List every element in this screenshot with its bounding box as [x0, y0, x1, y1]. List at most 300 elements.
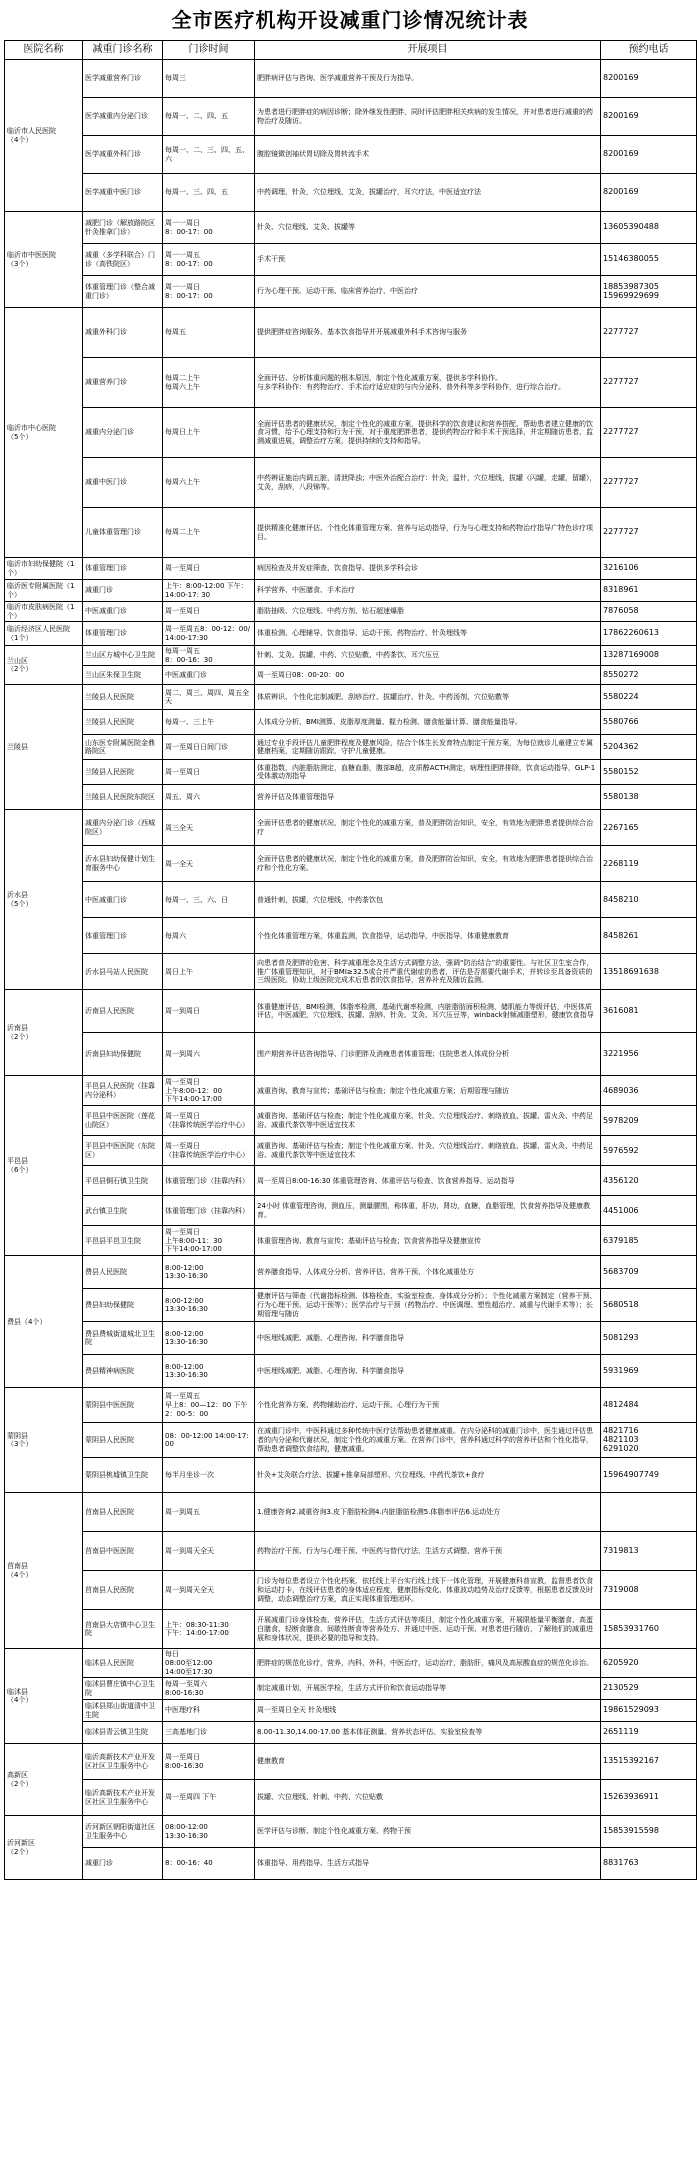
- table-row: [5, 918, 697, 954]
- table-header-row: [5, 41, 697, 60]
- clinic-time-cell: 周一至周日 上午8:00-12：00 下午14:00-17:00: [163, 1076, 255, 1106]
- clinic-items-cell: 人体成分分析、BMI测算、皮脂厚度测量、握力检测、膳食能量计算、膳食能量指导。: [255, 710, 601, 735]
- clinic-time-cell: 周一至周日: [163, 760, 255, 785]
- phone-cell: 5680518: [601, 1289, 697, 1322]
- clinic-items-cell: 全面评估患者的健康状况，制定个性化的减重方案，普及肥胖防治知识，安全，有效地为肥胖患者提供综合治疗和个性化方案。: [255, 846, 601, 882]
- clinic-items-cell: 健康评估与筛查（代谢指标检测、体格检查、实验室检查、身体成分分析）；个性化减重方案制定（营养干预、行为心理干预、运动干预等）；医学治疗与干预（药物治疗、中医调理、塑性超治疗、减重与代谢手术等）；长期管理与随访: [255, 1289, 601, 1322]
- clinic-items-cell: 体质辨识、个性化定制减肥、刮痧治疗、拔罐治疗、针灸、中药汤剂、穴位贴敷等: [255, 685, 601, 710]
- table-row: [5, 1571, 697, 1610]
- table-row: [5, 1289, 697, 1322]
- clinic-items-cell: 药物治疗干预、行为与心理干预、中医药与替代疗法、生活方式调整、营养干预: [255, 1532, 601, 1571]
- phone-cell: 4451006: [601, 1196, 697, 1226]
- clinic-time-cell: 体重管理门诊（挂靠内科）: [163, 1166, 255, 1196]
- hospital-name-cell: 临沂市人民医院 （4个）: [5, 60, 83, 212]
- phone-cell: 4812484: [601, 1388, 697, 1423]
- table-row: [5, 60, 697, 98]
- phone-cell: 17862260613: [601, 622, 697, 646]
- clinic-name-cell: 费县费城街道城北卫生院: [83, 1322, 163, 1355]
- phone-cell: 8200169: [601, 60, 697, 98]
- table-row: [5, 666, 697, 685]
- table-body: [5, 60, 697, 1880]
- table-row: [5, 1700, 697, 1722]
- clinic-time-cell: 周日上午: [163, 954, 255, 990]
- clinic-items-cell: 营养评估及体重管理指导: [255, 785, 601, 810]
- phone-cell: 5978209: [601, 1106, 697, 1136]
- clinic-name-cell: 临沭县曹庄镇中心卫生院: [83, 1678, 163, 1700]
- clinic-items-cell: 营养膳食指导、人体成分分析、营养评估、营养干预、个体化减重处方: [255, 1256, 601, 1289]
- clinic-name-cell: 沂南县人民医院: [83, 990, 163, 1033]
- table-row: [5, 710, 697, 735]
- phone-cell: 2277727: [601, 308, 697, 358]
- clinic-name-cell: 体重管理门诊: [83, 622, 163, 646]
- clinic-items-cell: 24小时 体重管理咨询，测血压，测量腰围，称体重，肝功，肾功，血糖，血脂管理，饮食营养指导及健康教育。: [255, 1196, 601, 1226]
- clinic-time-cell: 中医减重门诊: [163, 666, 255, 685]
- clinic-name-cell: 临沭县郑山街道清中卫生院: [83, 1700, 163, 1722]
- table-row: [5, 954, 697, 990]
- table-row: [5, 882, 697, 918]
- clinic-time-cell: 周一到周天全天: [163, 1532, 255, 1571]
- table-row: [5, 174, 697, 212]
- hospital-name-cell: 高新区 （2个）: [5, 1744, 83, 1816]
- phone-cell: 2130529: [601, 1678, 697, 1700]
- clinic-time-cell: 周一一周日 8：00-17：00: [163, 212, 255, 244]
- phone-cell: 4689036: [601, 1076, 697, 1106]
- table-row: [5, 98, 697, 136]
- clinic-time-cell: 8:00-12:00 13:30-16:30: [163, 1355, 255, 1388]
- phone-cell: 3221956: [601, 1033, 697, 1076]
- table-row: [5, 1848, 697, 1880]
- clinic-items-cell: 中医埋线减肥、减脂、心理咨询、科学膳食指导: [255, 1355, 601, 1388]
- clinic-time-cell: 周一至周日 上午8:00-11：30 下午14:00-17:00: [163, 1226, 255, 1256]
- phone-cell: 5580224: [601, 685, 697, 710]
- phone-cell: 4356120: [601, 1166, 697, 1196]
- phone-cell: 15263936911: [601, 1780, 697, 1816]
- clinic-time-cell: 周一至周日 8:00-16:30: [163, 1744, 255, 1780]
- table-row: [5, 1493, 697, 1532]
- hospital-name-cell: 临沂市皮肤病医院（1个）: [5, 602, 83, 622]
- table-row: [5, 308, 697, 358]
- clinic-items-cell: 行为心理干预、运动干预、临床营养治疗、中医治疗: [255, 276, 601, 308]
- hospital-name-cell: 费县（4个）: [5, 1256, 83, 1388]
- clinic-items-cell: 拔罐、穴位埋线、针刺、中药、穴位贴敷: [255, 1780, 601, 1816]
- clinic-time-cell: 周一一周日 8：00-17：00: [163, 276, 255, 308]
- table-row: [5, 1722, 697, 1744]
- clinic-time-cell: 周一至周五 早上8：00—12：00 下午2：00-5：00: [163, 1388, 255, 1423]
- table-row: [5, 785, 697, 810]
- table-row: [5, 1532, 697, 1571]
- phone-cell: 13518691638: [601, 954, 697, 990]
- hospital-name-cell: 沂水县 （5个）: [5, 810, 83, 990]
- clinic-items-cell: 向患者普及肥胖的危害、科学减重理念及生活方式调整方法，强调“防治结合”的重要性。与社区卫生室合作，推广体重管理知识，对于BMI≥32.5或合并严重代谢症的患者，评估是否需要代谢手术，并转诊至具备资质的三级医院。协助上级医院完成术后患者的饮食指导，营养补充及随访监测。: [255, 954, 601, 990]
- clinic-name-cell: 兰山区朱保卫生院: [83, 666, 163, 685]
- clinic-time-cell: 周一至周日 （挂靠传统医学治疗中心）: [163, 1136, 255, 1166]
- clinic-items-cell: 为患者进行肥胖症的病因诊断；除外继发性肥胖，同时评估肥胖相关疾病的发生情况，并对患者进行减重的药物治疗及随访。: [255, 98, 601, 136]
- clinic-time-cell: 周三全天: [163, 810, 255, 846]
- clinic-name-cell: 莒南县中医医院: [83, 1532, 163, 1571]
- clinic-items-cell: 针灸+艾灸联合疗法、拔罐+推拿局部塑形、穴位埋线、中药代茶饮+食疗: [255, 1458, 601, 1493]
- table-row: [5, 1322, 697, 1355]
- clinic-name-cell: 减重内分泌门诊: [83, 408, 163, 458]
- phone-cell: 8200169: [601, 136, 697, 174]
- phone-cell: 8200169: [601, 98, 697, 136]
- hospital-name-cell: 临沂市中心医院 （5个）: [5, 308, 83, 558]
- clinic-name-cell: 费县人民医院: [83, 1256, 163, 1289]
- clinic-name-cell: 莒南县人民医院: [83, 1571, 163, 1610]
- clinic-time-cell: 每周六: [163, 918, 255, 954]
- hospital-name-cell: 莒南县 （4个）: [5, 1493, 83, 1649]
- clinic-time-cell: 三高基地门诊: [163, 1722, 255, 1744]
- clinic-name-cell: 平邑县铜石镇卫生院: [83, 1166, 163, 1196]
- table-row: [5, 1256, 697, 1289]
- phone-cell: 6205920: [601, 1649, 697, 1678]
- clinic-name-cell: 蒙阴县桃墟镇卫生院: [83, 1458, 163, 1493]
- clinic-time-cell: 上午：08:30-11:30 下午：14:00-17:00: [163, 1610, 255, 1649]
- clinic-time-cell: 每周一、三上午: [163, 710, 255, 735]
- phone-cell: 5931969: [601, 1355, 697, 1388]
- clinic-time-cell: 周一一周五 8：00-17：00: [163, 244, 255, 276]
- phone-cell: 5580152: [601, 760, 697, 785]
- phone-cell: 8200169: [601, 174, 697, 212]
- phone-cell: 2277727: [601, 508, 697, 558]
- clinic-time-cell: 周二、周三、周四、周五全天: [163, 685, 255, 710]
- clinic-items-cell: 个性化体重管理方案，体重监测，饮食指导，运动指导，中医指导，体重健康教育: [255, 918, 601, 954]
- clinic-items-cell: 体重指数，内脏脂肪测定，血糖血脂，腹部B超，皮质醇ACTH测定，病理性肥胖排除，饮食运动指导，GLP-1受体激动剂指导: [255, 760, 601, 785]
- hospital-name-cell: 沂南县 （2个）: [5, 990, 83, 1076]
- table-row: [5, 810, 697, 846]
- phone-cell: 3216106: [601, 558, 697, 580]
- clinic-items-cell: 通过专业手段评估儿童肥胖程度及健康风险，结合个体生长发育特点制定干预方案，为每位就诊儿童建立专属健康档案，定期随访跟踪，守护儿童健康。: [255, 735, 601, 760]
- table-row: [5, 760, 697, 785]
- clinic-name-cell: 体重管理门诊: [83, 558, 163, 580]
- table-row: [5, 735, 697, 760]
- clinic-time-cell: 每周五: [163, 308, 255, 358]
- clinic-time-cell: 每半月坐诊一次: [163, 1458, 255, 1493]
- table-row: [5, 1780, 697, 1816]
- clinic-time-cell: 周一全天: [163, 846, 255, 882]
- clinic-time-cell: 每周一、二、三、四、五、六: [163, 136, 255, 174]
- table-row: [5, 1136, 697, 1166]
- clinic-items-cell: 肥胖病评估与咨询、医学减重营养干预及行为指导。: [255, 60, 601, 98]
- clinic-name-cell: 沂河新区朝阳街道社区卫生服务中心: [83, 1816, 163, 1848]
- table-row: [5, 358, 697, 408]
- clinic-items-cell: 中药调理，针灸，穴位埋线，艾灸，拔罐治疗，耳穴疗法，中医适宜疗法: [255, 174, 601, 212]
- clinic-time-cell: 每周六上午: [163, 458, 255, 508]
- clinic-items-cell: 减重咨询、教育与宣传；基础评估与检查；制定个性化减重方案；后期管理与随访: [255, 1076, 601, 1106]
- phone-cell: 15853915598: [601, 1816, 697, 1848]
- clinic-items-cell: 开展减重门诊身体检查、营养评估，生活方式评估等项目，制定个性化减重方案，开展限能量平衡膳食、高蛋白膳食、轻断食膳食、间歇性断食等营养处方、并通过中医、运动干预、对患者进行随访，了解他们的减重进展和身体状况，提供必要的指导和支持。: [255, 1610, 601, 1649]
- phone-cell: 13287169008: [601, 646, 697, 666]
- phone-cell: 13515392167: [601, 1744, 697, 1780]
- clinic-name-cell: 蒙阴县中医医院: [83, 1388, 163, 1423]
- hospital-name-cell: 临沭县 （4个）: [5, 1649, 83, 1744]
- statistics-table: [4, 40, 697, 1880]
- clinic-time-cell: 周一至周日: [163, 558, 255, 580]
- clinic-items-cell: 体重指导、用药指导、生活方式指导: [255, 1848, 601, 1880]
- table-row: [5, 508, 697, 558]
- phone-cell: [601, 1493, 697, 1532]
- clinic-name-cell: 兰山区方城中心卫生院: [83, 646, 163, 666]
- clinic-time-cell: 每周一至周六 8:00-16:30: [163, 1678, 255, 1700]
- clinic-name-cell: 临沂高新技术产业开发区社区卫生服务中心: [83, 1744, 163, 1780]
- clinic-items-cell: 肥胖症的规范化诊疗，营养，内科，外科，中医治疗，运动治疗，脂肪肝，痛风及高尿酸血症的规范化诊治。: [255, 1649, 601, 1678]
- clinic-name-cell: 兰陵县人民医院: [83, 760, 163, 785]
- clinic-name-cell: 临沭县青云镇卫生院: [83, 1722, 163, 1744]
- clinic-time-cell: 周一到周六: [163, 1033, 255, 1076]
- clinic-name-cell: 医学减重营养门诊: [83, 60, 163, 98]
- clinic-time-cell: 周一至周五8：00-12：00/14:00-17:30: [163, 622, 255, 646]
- clinic-name-cell: 莒南县大店镇中心卫生院: [83, 1610, 163, 1649]
- clinic-time-cell: 8:00-12:00 13:30-16:30: [163, 1322, 255, 1355]
- table-row: [5, 1226, 697, 1256]
- clinic-time-cell: 8:00-12:00 13:30-16:30: [163, 1289, 255, 1322]
- clinic-name-cell: 减肥门诊（解放路院区针灸推拿门诊）: [83, 212, 163, 244]
- phone-cell: 7319008: [601, 1571, 697, 1610]
- clinic-name-cell: 费县妇幼保健院: [83, 1289, 163, 1322]
- clinic-items-cell: 脂肪抽吸、穴位埋线、中药方剂、钻石超速爆脂: [255, 602, 601, 622]
- clinic-items-cell: 全面评估患者的健康状况，制定个性化的减重方案，普及肥胖防治知识，安全，有效地为肥胖患者提供综合治疗: [255, 810, 601, 846]
- phone-cell: 13605390488: [601, 212, 697, 244]
- phone-cell: 15853931760: [601, 1610, 697, 1649]
- clinic-time-cell: 每周二上午 每周六上午: [163, 358, 255, 408]
- clinic-time-cell: 每周日上午: [163, 408, 255, 458]
- clinic-time-cell: 每周二上午: [163, 508, 255, 558]
- hospital-name-cell: 蒙阴县 （3个）: [5, 1388, 83, 1493]
- clinic-items-cell: 减重咨询、基础评估与检查；制定个性化减重方案、针灸、穴位埋线治疗、刺络放血、拔罐、雷火灸、中药足浴、减重代茶饮等中医适宜技术: [255, 1136, 601, 1166]
- phone-cell: 8458210: [601, 882, 697, 918]
- phone-cell: 6379185: [601, 1226, 697, 1256]
- clinic-items-cell: 中药辨证施治内调五脏，清泄降浊；中医外治配合治疗：针灸，温针，穴位埋线，拔罐（闪罐，走罐，留罐），艾灸，刮痧，八段锦等。: [255, 458, 601, 508]
- clinic-items-cell: 围产期营养评估咨询指导、门诊肥胖及消瘦患者体重管理；住院患者人体成份分析: [255, 1033, 601, 1076]
- clinic-items-cell: 针刺、艾灸、拔罐、中药、穴位贴敷、中药茶饮、耳穴压豆: [255, 646, 601, 666]
- clinic-items-cell: 制定减重计划，开展医学检，生活方式评价和饮食运动指导等: [255, 1678, 601, 1700]
- clinic-name-cell: 兰陵县人民医院东院区: [83, 785, 163, 810]
- clinic-name-cell: 临沭县人民医院: [83, 1649, 163, 1678]
- clinic-name-cell: 沂水县马站人民医院: [83, 954, 163, 990]
- header-items: 开展项目: [255, 41, 601, 60]
- table-row: [5, 1610, 697, 1649]
- phone-cell: 8458261: [601, 918, 697, 954]
- table-row: [5, 646, 697, 666]
- clinic-name-cell: 沂水县妇幼保健计划生育服务中心: [83, 846, 163, 882]
- clinic-name-cell: 体重管理门诊（整合减重门诊）: [83, 276, 163, 308]
- clinic-items-cell: 病因检查及并发症筛查、饮食指导、提供多学科会诊: [255, 558, 601, 580]
- clinic-time-cell: 周一到周天全天: [163, 1571, 255, 1610]
- clinic-items-cell: 提供肥胖症咨询服务、基本饮食指导并开展减重外科手术咨询与服务: [255, 308, 601, 358]
- table-row: [5, 212, 697, 244]
- clinic-items-cell: 体重健康评估，BMI检测，体脂率检测，基础代谢率检测，内脏脂肪面积检测，储肌能力等级评估，中医体质评估，中医减肥，穴位埋线、拔罐、刮痧、针灸、艾灸、耳穴压豆等，winback射频减脂塑形，健康饮食指导: [255, 990, 601, 1033]
- clinic-name-cell: 山东医专附属医院金鼎路院区: [83, 735, 163, 760]
- clinic-time-cell: 每周一、三、六、日: [163, 882, 255, 918]
- clinic-time-cell: 周一至周四 下午: [163, 1780, 255, 1816]
- clinic-name-cell: 兰陵县人民医院: [83, 710, 163, 735]
- phone-cell: 5580138: [601, 785, 697, 810]
- clinic-time-cell: 08：00-12:00 14:00-17:00: [163, 1423, 255, 1458]
- hospital-name-cell: 平邑县 （6个）: [5, 1076, 83, 1256]
- clinic-items-cell: 周一至周日08：00-20：00: [255, 666, 601, 685]
- phone-cell: 5976592: [601, 1136, 697, 1166]
- clinic-name-cell: 临沂高新技术产业开发区社区卫生服务中心: [83, 1780, 163, 1816]
- phone-cell: 15146380055: [601, 244, 697, 276]
- clinic-name-cell: 减重中医门诊: [83, 458, 163, 508]
- clinic-name-cell: 医学减重外科门诊: [83, 136, 163, 174]
- clinic-items-cell: 个性化营养方案、药物辅助治疗、运动干预、心理行为干预: [255, 1388, 601, 1423]
- phone-cell: 8318961: [601, 580, 697, 602]
- table-row: [5, 408, 697, 458]
- phone-cell: 2277727: [601, 358, 697, 408]
- phone-cell: 5580766: [601, 710, 697, 735]
- table-row: [5, 1196, 697, 1226]
- hospital-name-cell: 兰陵县: [5, 685, 83, 810]
- hospital-name-cell: 临沂市妇幼保健院（1个）: [5, 558, 83, 580]
- clinic-name-cell: 平邑县平邑卫生院: [83, 1226, 163, 1256]
- table-row: [5, 602, 697, 622]
- clinic-name-cell: 减重营养门诊: [83, 358, 163, 408]
- clinic-items-cell: 体重检测、心理辅导、饮食指导、运动干预、药物治疗、针灸埋线等: [255, 622, 601, 646]
- clinic-name-cell: 减重内分泌门诊（西城院区）: [83, 810, 163, 846]
- clinic-items-cell: 中医埋线减肥、减脂、心理咨询、科学膳食指导: [255, 1322, 601, 1355]
- clinic-time-cell: 每周一、三、四、五: [163, 174, 255, 212]
- phone-cell: 5081293: [601, 1322, 697, 1355]
- clinic-name-cell: 儿童体重管理门诊: [83, 508, 163, 558]
- table-row: [5, 1166, 697, 1196]
- clinic-time-cell: 每日 08:00至12:00 14:00至17:30: [163, 1649, 255, 1678]
- table-row: [5, 580, 697, 602]
- clinic-name-cell: 蒙阴县人民医院: [83, 1423, 163, 1458]
- hospital-name-cell: 临沂经济区人民医院 （1个）: [5, 622, 83, 646]
- hospital-name-cell: 兰山区 （2个）: [5, 646, 83, 685]
- header-phone: 预约电话: [601, 41, 697, 60]
- clinic-name-cell: 中医减重门诊: [83, 602, 163, 622]
- clinic-items-cell: 体重管理咨询、教育与宣传；基础评估与检查；饮食营养指导及健康宣传: [255, 1226, 601, 1256]
- clinic-time-cell: 中医理疗科: [163, 1700, 255, 1722]
- clinic-name-cell: 减重门诊: [83, 1848, 163, 1880]
- table-row: [5, 1355, 697, 1388]
- phone-cell: 5204362: [601, 735, 697, 760]
- clinic-items-cell: 医学评估与诊断、制定个性化减重方案、药物干预: [255, 1816, 601, 1848]
- phone-cell: 8831763: [601, 1848, 697, 1880]
- clinic-items-cell: 周一至周日全天 针灸埋线: [255, 1700, 601, 1722]
- phone-cell: 2277727: [601, 458, 697, 508]
- header-hospital: 医院名称: [5, 41, 83, 60]
- clinic-name-cell: 费县精神病医院: [83, 1355, 163, 1388]
- clinic-items-cell: 门诊为每位患者设立个性化档案，依托线上平台实行线上线下一体化管理，开展健康科普宣教，监督患者饮食和运动打卡，在线评估患者的身体适应程度，健康指标变化、体重波动趋势及治疗反馈等，根据患者反馈及时调整，动态调整治疗方案，真正实现体重管理闭环。: [255, 1571, 601, 1610]
- table-row: [5, 136, 697, 174]
- phone-cell: 8550272: [601, 666, 697, 685]
- clinic-items-cell: 全面评估患者的健康状况，制定个性化的减重方案，提供科学的饮食建议和营养搭配，帮助患者建立健康的饮食习惯，给予心理支持和行为干预，对于重度肥胖患者，提供药物治疗和手术干预选择，并定期随访患者，监测减重进展，调整治疗方案，提供持续的支持和指导。: [255, 408, 601, 458]
- clinic-items-cell: 减重咨询、基础评估与检查；制定个性化减重方案、针灸、穴位埋线治疗、刺络放血、拔罐、雷火灸、中药足浴、减重代茶饮等中医适宜技术: [255, 1106, 601, 1136]
- clinic-time-cell: 每周一周五 8：00-16：30: [163, 646, 255, 666]
- clinic-items-cell: 1.健康咨询2.减重咨询3.皮下脂肪检测4.内脏脂肪检测5.体脂率评估6.运动处方: [255, 1493, 601, 1532]
- clinic-name-cell: 兰陵县人民医院: [83, 685, 163, 710]
- clinic-time-cell: 周一至周日日间门诊: [163, 735, 255, 760]
- clinic-time-cell: 周一至周日 （挂靠传统医学治疗中心）: [163, 1106, 255, 1136]
- clinic-name-cell: 平邑县人民医院（挂靠内分泌科）: [83, 1076, 163, 1106]
- table-row: [5, 1106, 697, 1136]
- header-time: 门诊时间: [163, 41, 255, 60]
- clinic-name-cell: 沂南县妇幼保健院: [83, 1033, 163, 1076]
- table-row: [5, 846, 697, 882]
- table-row: [5, 1744, 697, 1780]
- clinic-time-cell: 周一到周五: [163, 1493, 255, 1532]
- table-row: [5, 276, 697, 308]
- table-row: [5, 990, 697, 1033]
- page-title: 全市医疗机构开设减重门诊情况统计表: [171, 8, 529, 32]
- table-row: [5, 1816, 697, 1848]
- clinic-items-cell: 腹腔镜微创袖状胃切除及胃转流手术: [255, 136, 601, 174]
- clinic-items-cell: 科学营养、中医膳食、手术治疗: [255, 580, 601, 602]
- clinic-time-cell: 每周三: [163, 60, 255, 98]
- clinic-time-cell: 8：00-16：40: [163, 1848, 255, 1880]
- clinic-items-cell: 周一至周日8:00-16:30 体重管理咨询、体重评估与检查、饮食营养指导、运动指导: [255, 1166, 601, 1196]
- clinic-time-cell: 08:00-12:00 13:30-16:30: [163, 1816, 255, 1848]
- clinic-name-cell: 医学减重内分泌门诊: [83, 98, 163, 136]
- phone-cell: 15964907749: [601, 1458, 697, 1493]
- phone-cell: 3616081: [601, 990, 697, 1033]
- hospital-name-cell: 临沂市中医医院 （3个）: [5, 212, 83, 308]
- clinic-name-cell: 莒南县人民医院: [83, 1493, 163, 1532]
- table-row: [5, 244, 697, 276]
- clinic-time-cell: 8:00-12:00 13:30-16:30: [163, 1256, 255, 1289]
- table-row: [5, 1649, 697, 1678]
- clinic-time-cell: 体重管理门诊（挂靠内科）: [163, 1196, 255, 1226]
- table-row: [5, 1423, 697, 1458]
- table-row: [5, 1458, 697, 1493]
- table-row: [5, 1076, 697, 1106]
- clinic-name-cell: 医学减重中医门诊: [83, 174, 163, 212]
- table-row: [5, 1033, 697, 1076]
- clinic-name-cell: 平邑县中医医院（东院区）: [83, 1136, 163, 1166]
- clinic-name-cell: 减重（多学科联合）门诊（高铁院区）: [83, 244, 163, 276]
- hospital-name-cell: 沂河新区 （2个）: [5, 1816, 83, 1880]
- phone-cell: 2268119: [601, 846, 697, 882]
- phone-cell: 5683709: [601, 1256, 697, 1289]
- clinic-items-cell: 针灸、穴位埋线、艾灸、拔罐等: [255, 212, 601, 244]
- clinic-name-cell: 武台镇卫生院: [83, 1196, 163, 1226]
- hospital-name-cell: 临沂医专附属医院（1个）: [5, 580, 83, 602]
- clinic-items-cell: 8.00-11.30,14.00-17.00 基本体征测量、营养状态评估、实验室检查等: [255, 1722, 601, 1744]
- clinic-items-cell: 普通针刺，拔罐，穴位埋线，中药茶饮包: [255, 882, 601, 918]
- clinic-time-cell: 每周一、二、四、五: [163, 98, 255, 136]
- clinic-items-cell: 健康教育: [255, 1744, 601, 1780]
- phone-cell: 4821716 4821103 6291020: [601, 1423, 697, 1458]
- phone-cell: 2651119: [601, 1722, 697, 1744]
- table-row: [5, 558, 697, 580]
- phone-cell: 2277727: [601, 408, 697, 458]
- table-row: [5, 1388, 697, 1423]
- clinic-name-cell: 减重外科门诊: [83, 308, 163, 358]
- clinic-name-cell: 减重门诊: [83, 580, 163, 602]
- clinic-time-cell: 周五、周六: [163, 785, 255, 810]
- clinic-name-cell: 平邑县中医医院（莲花山院区）: [83, 1106, 163, 1136]
- clinic-time-cell: 上午：8:00-12:00 下午：14:00-17: 30: [163, 580, 255, 602]
- clinic-items-cell: 在减重门诊中，中医科通过多种传统中医疗法帮助患者健康减重。在内分泌科的减重门诊中，医生通过评估患者的内分泌和代谢状况，制定个性化的减重方案。在营养门诊中，营养科通过科学的营养评估和个性化指导，帮助患者调整饮食结构，健康减重。: [255, 1423, 601, 1458]
- clinic-time-cell: 周一至周日: [163, 602, 255, 622]
- table-row: [5, 685, 697, 710]
- phone-cell: 18853987305 15969929699: [601, 276, 697, 308]
- clinic-time-cell: 周一到周日: [163, 990, 255, 1033]
- clinic-items-cell: 全面评估、分析体重问题的根本原因，制定个性化减重方案，提供多学科协作。 与多学科协作：有药物治疗、手术治疗适应症的与内分泌科、普外科等多学科协作，进行综合治疗。: [255, 358, 601, 408]
- table-row: [5, 622, 697, 646]
- phone-cell: 7876058: [601, 602, 697, 622]
- table-row: [5, 1678, 697, 1700]
- clinic-name-cell: 体重管理门诊: [83, 918, 163, 954]
- phone-cell: 7319813: [601, 1532, 697, 1571]
- header-clinic: 减重门诊名称: [83, 41, 163, 60]
- clinic-name-cell: 中医减重门诊: [83, 882, 163, 918]
- phone-cell: 19861529093: [601, 1700, 697, 1722]
- clinic-items-cell: 手术干预: [255, 244, 601, 276]
- table-row: [5, 458, 697, 508]
